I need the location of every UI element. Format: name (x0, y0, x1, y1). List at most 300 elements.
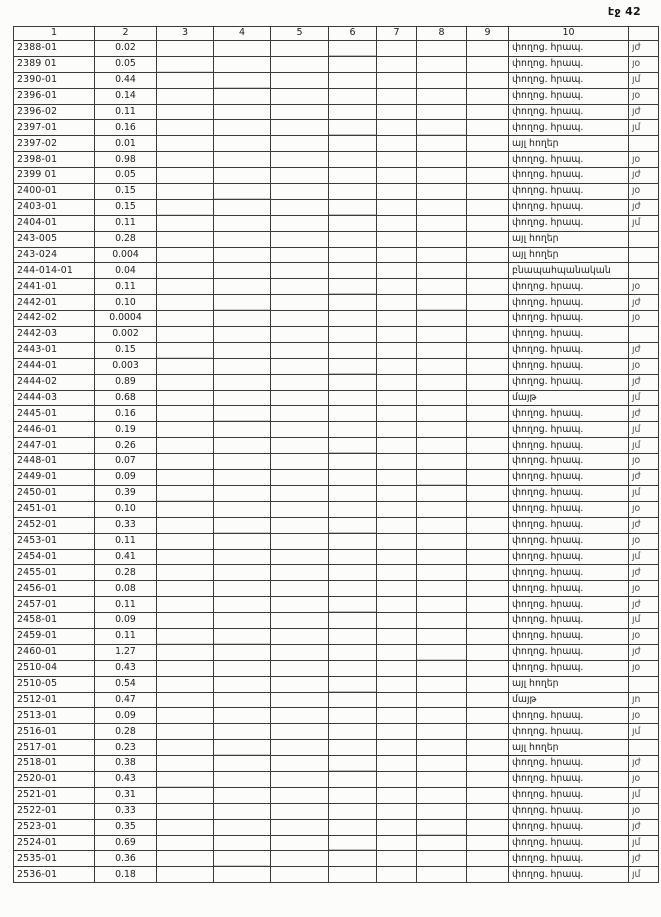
area-value-cell: 0.11 (95, 104, 157, 120)
empty-cell (271, 263, 329, 279)
margin-mark: յժ (629, 406, 659, 422)
empty-cell (329, 327, 377, 343)
land-use-cell: փողոց. հրապ. (509, 184, 629, 200)
empty-cell (417, 692, 467, 708)
table-row (14, 438, 659, 454)
parcel-code-cell: 2396-01 (14, 88, 95, 104)
area-value-cell: 1.27 (95, 644, 157, 660)
page-number: էջ 42 (607, 5, 641, 18)
empty-cell (271, 279, 329, 295)
empty-cell (157, 152, 214, 168)
empty-cell (377, 517, 417, 533)
empty-cell (329, 485, 377, 501)
empty-cell (377, 644, 417, 660)
empty-cell (467, 88, 509, 104)
empty-cell (214, 597, 271, 613)
empty-cell (214, 374, 271, 390)
land-use-cell: փողոց. հրապ. (509, 660, 629, 676)
empty-cell (329, 470, 377, 486)
margin-mark: յժ (629, 517, 659, 533)
land-use-cell: փողոց. հրապ. (509, 597, 629, 613)
empty-cell (417, 819, 467, 835)
empty-cell (214, 263, 271, 279)
empty-cell (417, 485, 467, 501)
empty-cell (377, 263, 417, 279)
empty-cell (214, 88, 271, 104)
margin-mark: յմ (629, 438, 659, 454)
empty-cell (214, 231, 271, 247)
margin-mark: յմ (629, 613, 659, 629)
empty-cell (214, 454, 271, 470)
land-use-cell: փողոց. հրապ. (509, 565, 629, 581)
empty-cell (467, 215, 509, 231)
parcel-code-cell: 2398-01 (14, 152, 95, 168)
empty-cell (467, 581, 509, 597)
empty-cell (157, 422, 214, 438)
column-header-6: 6 (329, 27, 377, 41)
empty-cell (417, 676, 467, 692)
land-use-cell: փողոց. հրապ. (509, 485, 629, 501)
column-header-1: 1 (14, 27, 95, 41)
empty-cell (377, 724, 417, 740)
land-use-cell: փողոց. հրապ. (509, 104, 629, 120)
empty-cell (329, 644, 377, 660)
empty-cell (214, 628, 271, 644)
empty-cell (417, 835, 467, 851)
margin-mark: յժ (629, 756, 659, 772)
margin-mark: յմ (629, 422, 659, 438)
empty-cell (157, 517, 214, 533)
empty-cell (417, 613, 467, 629)
empty-cell (417, 771, 467, 787)
empty-cell (157, 295, 214, 311)
table-row (14, 120, 659, 136)
empty-cell (417, 724, 467, 740)
empty-cell (377, 295, 417, 311)
land-use-cell: փողոց. հրապ. (509, 470, 629, 486)
empty-cell (214, 533, 271, 549)
table-row (14, 485, 659, 501)
column-header-7: 7 (377, 27, 417, 41)
parcel-code-cell: 2455-01 (14, 565, 95, 581)
empty-cell (214, 771, 271, 787)
empty-cell (377, 613, 417, 629)
empty-cell (467, 533, 509, 549)
empty-cell (157, 184, 214, 200)
area-value-cell: 0.0004 (95, 311, 157, 327)
area-value-cell: 0.36 (95, 851, 157, 867)
empty-cell (329, 422, 377, 438)
empty-cell (157, 501, 214, 517)
margin-mark (629, 231, 659, 247)
empty-cell (157, 136, 214, 152)
land-use-cell: այլ հողեր (509, 247, 629, 263)
empty-cell (329, 184, 377, 200)
table-row (14, 565, 659, 581)
empty-cell (377, 803, 417, 819)
land-use-cell: փողոց. հրապ. (509, 787, 629, 803)
table-row (14, 295, 659, 311)
area-value-cell: 0.33 (95, 803, 157, 819)
empty-cell (417, 184, 467, 200)
empty-cell (157, 263, 214, 279)
empty-cell (271, 835, 329, 851)
empty-cell (467, 168, 509, 184)
empty-cell (417, 644, 467, 660)
empty-cell (214, 72, 271, 88)
empty-cell (157, 613, 214, 629)
empty-cell (329, 215, 377, 231)
parcel-code-cell: 2448-01 (14, 454, 95, 470)
empty-cell (377, 470, 417, 486)
empty-cell (417, 549, 467, 565)
parcel-code-cell: 2523-01 (14, 819, 95, 835)
margin-mark: յժ (629, 104, 659, 120)
parcel-code-cell: 2400-01 (14, 184, 95, 200)
empty-cell (377, 549, 417, 565)
empty-cell (467, 676, 509, 692)
empty-cell (377, 231, 417, 247)
empty-cell (329, 342, 377, 358)
empty-cell (329, 867, 377, 883)
empty-cell (417, 374, 467, 390)
empty-cell (271, 104, 329, 120)
empty-cell (157, 787, 214, 803)
empty-cell (377, 676, 417, 692)
margin-mark: յմ (629, 787, 659, 803)
empty-cell (271, 56, 329, 72)
empty-cell (157, 342, 214, 358)
empty-cell (271, 184, 329, 200)
area-value-cell: 0.01 (95, 136, 157, 152)
empty-cell (377, 168, 417, 184)
empty-cell (417, 199, 467, 215)
table-row (14, 72, 659, 88)
empty-cell (467, 565, 509, 581)
empty-cell (377, 152, 417, 168)
empty-cell (157, 247, 214, 263)
empty-cell (271, 628, 329, 644)
empty-cell (377, 867, 417, 883)
table-row (14, 279, 659, 295)
area-value-cell: 0.004 (95, 247, 157, 263)
table-row (14, 215, 659, 231)
table-row (14, 152, 659, 168)
empty-cell (214, 152, 271, 168)
empty-cell (377, 358, 417, 374)
land-use-cell: փողոց. հրապ. (509, 851, 629, 867)
empty-cell (271, 311, 329, 327)
empty-cell (377, 215, 417, 231)
parcel-code-cell: 2444-03 (14, 390, 95, 406)
empty-cell (329, 771, 377, 787)
empty-cell (214, 613, 271, 629)
empty-cell (377, 501, 417, 517)
margin-mark: յօ (629, 311, 659, 327)
land-use-cell: փողոց. հրապ. (509, 644, 629, 660)
empty-cell (329, 549, 377, 565)
land-use-cell: փողոց. հրապ. (509, 819, 629, 835)
area-value-cell: 0.38 (95, 756, 157, 772)
empty-cell (329, 787, 377, 803)
area-value-cell: 0.10 (95, 295, 157, 311)
empty-cell (157, 756, 214, 772)
empty-cell (417, 501, 467, 517)
empty-cell (417, 136, 467, 152)
empty-cell (157, 724, 214, 740)
empty-cell (467, 692, 509, 708)
empty-cell (214, 676, 271, 692)
empty-cell (417, 390, 467, 406)
empty-cell (214, 247, 271, 263)
empty-cell (329, 406, 377, 422)
table-row (14, 390, 659, 406)
area-value-cell: 0.31 (95, 787, 157, 803)
parcel-code-cell: 243-024 (14, 247, 95, 263)
table-row (14, 88, 659, 104)
empty-cell (329, 533, 377, 549)
empty-cell (214, 835, 271, 851)
area-value-cell: 0.89 (95, 374, 157, 390)
empty-cell (329, 247, 377, 263)
empty-cell (329, 613, 377, 629)
land-use-cell: փողոց. հրապ. (509, 501, 629, 517)
empty-cell (271, 470, 329, 486)
table-row (14, 184, 659, 200)
empty-cell (417, 438, 467, 454)
land-use-cell: բնապահպանական (509, 263, 629, 279)
margin-mark: յօ (629, 88, 659, 104)
table-row (14, 422, 659, 438)
margin-mark: յօ (629, 660, 659, 676)
parcel-code-cell: 2441-01 (14, 279, 95, 295)
empty-cell (329, 72, 377, 88)
table-row (14, 787, 659, 803)
area-value-cell: 0.41 (95, 549, 157, 565)
area-value-cell: 0.15 (95, 184, 157, 200)
empty-cell (467, 724, 509, 740)
empty-cell (271, 819, 329, 835)
land-use-cell: փողոց. հրապ. (509, 517, 629, 533)
empty-cell (214, 724, 271, 740)
margin-mark: յմ (629, 390, 659, 406)
empty-cell (214, 438, 271, 454)
area-value-cell: 0.47 (95, 692, 157, 708)
empty-cell (417, 740, 467, 756)
empty-cell (467, 819, 509, 835)
area-value-cell: 0.28 (95, 231, 157, 247)
empty-cell (417, 422, 467, 438)
table-row (14, 104, 659, 120)
empty-cell (271, 724, 329, 740)
area-value-cell: 0.69 (95, 835, 157, 851)
parcel-code-cell: 2460-01 (14, 644, 95, 660)
empty-cell (417, 597, 467, 613)
table-row (14, 374, 659, 390)
table-row (14, 41, 659, 57)
empty-cell (377, 374, 417, 390)
area-value-cell: 0.11 (95, 215, 157, 231)
empty-cell (157, 199, 214, 215)
area-value-cell: 0.003 (95, 358, 157, 374)
empty-cell (467, 517, 509, 533)
table-row (14, 676, 659, 692)
land-use-cell: փողոց. հրապ. (509, 41, 629, 57)
margin-mark: յօ (629, 708, 659, 724)
empty-cell (417, 88, 467, 104)
table-row (14, 867, 659, 883)
empty-cell (157, 644, 214, 660)
empty-cell (417, 533, 467, 549)
empty-cell (214, 56, 271, 72)
empty-cell (271, 517, 329, 533)
empty-cell (214, 501, 271, 517)
empty-cell (271, 676, 329, 692)
empty-cell (271, 136, 329, 152)
margin-mark: յմ (629, 724, 659, 740)
table-row (14, 613, 659, 629)
empty-cell (214, 215, 271, 231)
land-use-cell: փողոց. հրապ. (509, 374, 629, 390)
empty-cell (329, 708, 377, 724)
empty-cell (271, 438, 329, 454)
empty-cell (417, 342, 467, 358)
empty-cell (214, 740, 271, 756)
parcel-code-cell: 2389 01 (14, 56, 95, 72)
table-row (14, 803, 659, 819)
empty-cell (214, 311, 271, 327)
empty-cell (329, 104, 377, 120)
margin-mark: յօ (629, 581, 659, 597)
margin-mark: յժ (629, 597, 659, 613)
empty-cell (214, 517, 271, 533)
column-header-10: 10 (509, 27, 629, 41)
empty-cell (467, 358, 509, 374)
empty-cell (377, 247, 417, 263)
empty-cell (467, 56, 509, 72)
table-row (14, 756, 659, 772)
column-header-3: 3 (157, 27, 214, 41)
empty-cell (271, 231, 329, 247)
margin-column-header (629, 27, 659, 41)
empty-cell (214, 549, 271, 565)
parcel-code-cell: 2453-01 (14, 533, 95, 549)
margin-mark: յմ (629, 72, 659, 88)
area-value-cell: 0.39 (95, 485, 157, 501)
area-value-cell: 0.28 (95, 724, 157, 740)
land-use-cell: փողոց. հրապ. (509, 867, 629, 883)
empty-cell (271, 756, 329, 772)
empty-cell (214, 390, 271, 406)
table-row (14, 501, 659, 517)
empty-cell (271, 613, 329, 629)
area-value-cell: 0.16 (95, 120, 157, 136)
empty-cell (377, 136, 417, 152)
empty-cell (467, 311, 509, 327)
empty-cell (329, 835, 377, 851)
empty-cell (271, 390, 329, 406)
land-use-cell: փողոց. հրապ. (509, 327, 629, 343)
parcel-code-cell: 2535-01 (14, 851, 95, 867)
land-use-cell: փողոց. հրապ. (509, 771, 629, 787)
empty-cell (157, 279, 214, 295)
parcel-code-cell: 2522-01 (14, 803, 95, 819)
empty-cell (417, 104, 467, 120)
empty-cell (467, 549, 509, 565)
empty-cell (157, 470, 214, 486)
empty-cell (377, 565, 417, 581)
empty-cell (467, 501, 509, 517)
empty-cell (467, 247, 509, 263)
empty-cell (157, 565, 214, 581)
empty-cell (329, 374, 377, 390)
land-use-cell: այլ հողեր (509, 231, 629, 247)
table-row (14, 406, 659, 422)
empty-cell (271, 168, 329, 184)
empty-cell (329, 136, 377, 152)
empty-cell (157, 549, 214, 565)
empty-cell (417, 454, 467, 470)
area-value-cell: 0.02 (95, 41, 157, 57)
empty-cell (417, 581, 467, 597)
empty-cell (271, 72, 329, 88)
area-value-cell: 0.002 (95, 327, 157, 343)
empty-cell (467, 279, 509, 295)
margin-mark: յմ (629, 867, 659, 883)
area-value-cell: 0.05 (95, 168, 157, 184)
empty-cell (214, 565, 271, 581)
empty-cell (377, 485, 417, 501)
empty-cell (214, 644, 271, 660)
land-use-cell: փողոց. հրապ. (509, 581, 629, 597)
empty-cell (377, 72, 417, 88)
empty-cell (377, 438, 417, 454)
parcel-code-cell: 2536-01 (14, 867, 95, 883)
margin-mark: յօ (629, 279, 659, 295)
margin-mark: յմ (629, 120, 659, 136)
land-use-cell: փողոց. հրապ. (509, 120, 629, 136)
empty-cell (377, 756, 417, 772)
empty-cell (467, 406, 509, 422)
empty-cell (271, 358, 329, 374)
table-row (14, 740, 659, 756)
parcel-code-cell: 2456-01 (14, 581, 95, 597)
area-value-cell: 0.26 (95, 438, 157, 454)
parcel-code-cell: 2399 01 (14, 168, 95, 184)
margin-mark (629, 247, 659, 263)
parcel-code-cell: 2510-04 (14, 660, 95, 676)
empty-cell (467, 660, 509, 676)
empty-cell (157, 581, 214, 597)
empty-cell (157, 708, 214, 724)
empty-cell (329, 692, 377, 708)
empty-cell (467, 613, 509, 629)
empty-cell (329, 199, 377, 215)
parcel-code-cell: 2446-01 (14, 422, 95, 438)
empty-cell (467, 644, 509, 660)
parcel-code-cell: 2457-01 (14, 597, 95, 613)
area-value-cell: 0.09 (95, 470, 157, 486)
empty-cell (417, 263, 467, 279)
empty-cell (271, 708, 329, 724)
empty-cell (377, 851, 417, 867)
empty-cell (271, 374, 329, 390)
empty-cell (214, 819, 271, 835)
area-value-cell: 0.33 (95, 517, 157, 533)
empty-cell (214, 756, 271, 772)
parcel-code-cell: 2510-05 (14, 676, 95, 692)
parcel-code-cell: 2445-01 (14, 406, 95, 422)
